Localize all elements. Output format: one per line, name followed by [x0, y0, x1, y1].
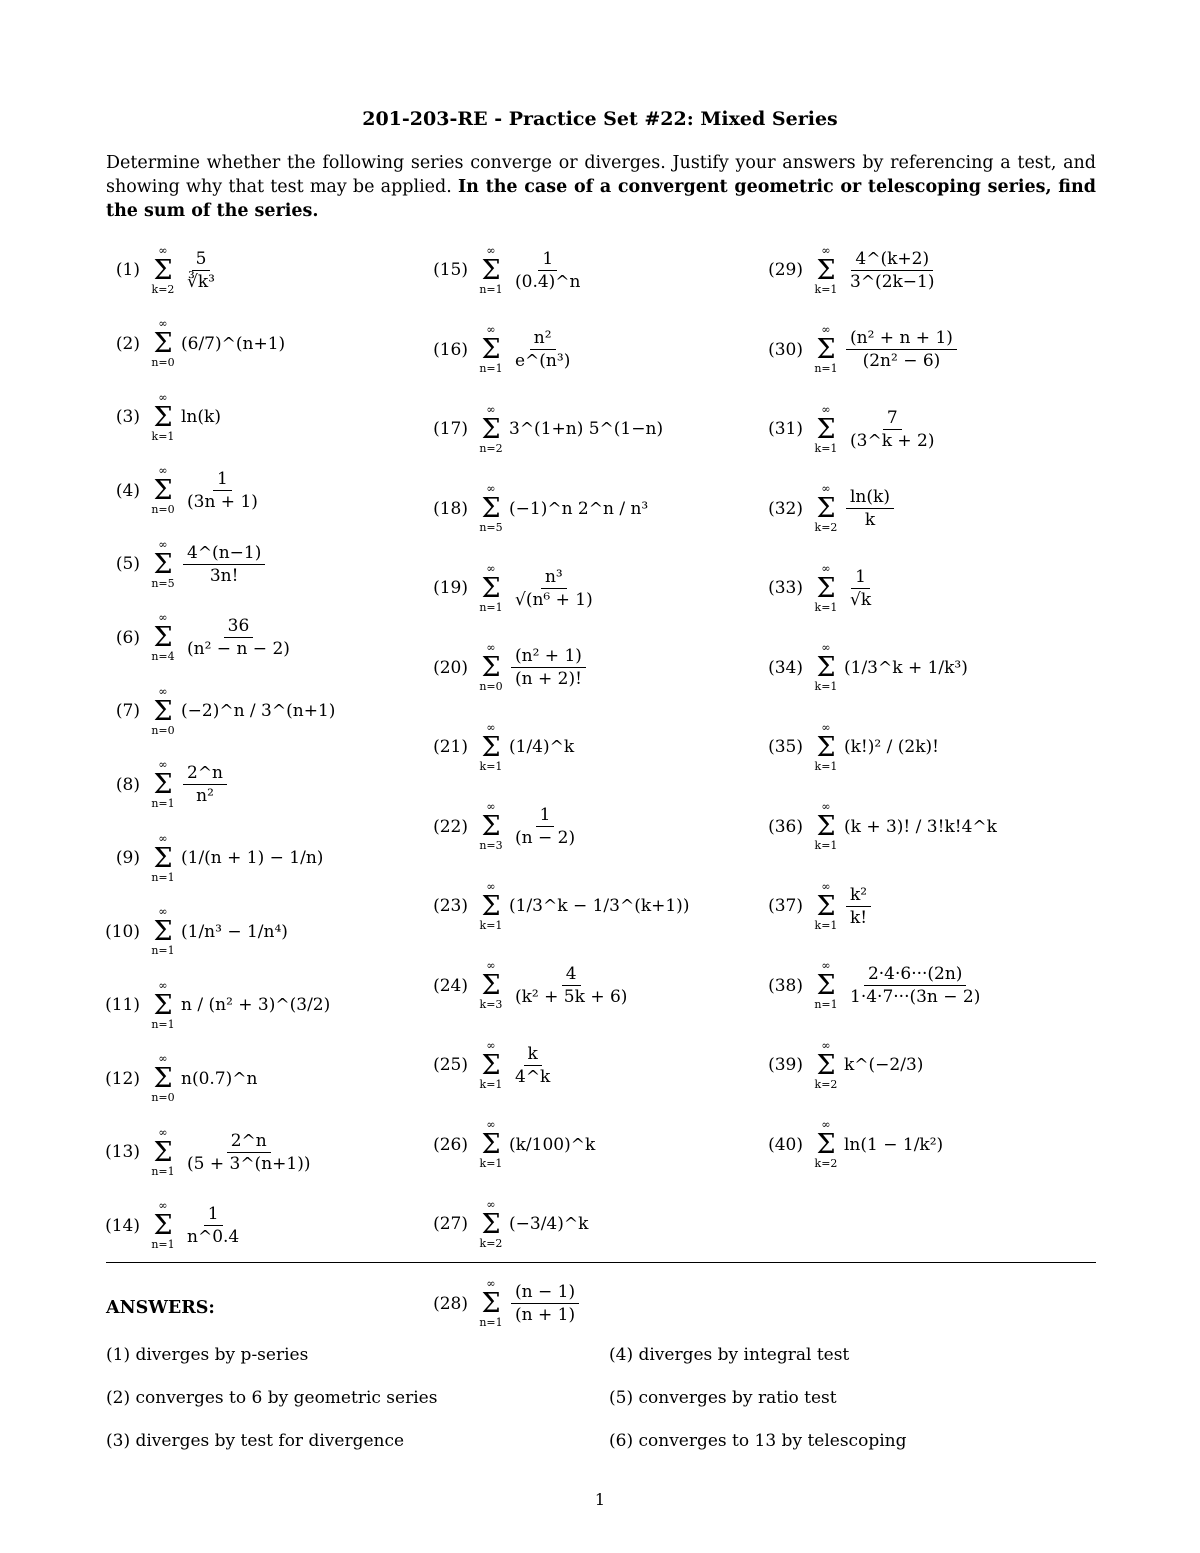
problem-16	[420, 320, 576, 380]
summation-icon: ∞ Σ n=0	[151, 464, 175, 516]
problem-36	[755, 797, 997, 857]
summation-lower-limit: n=1	[479, 362, 503, 375]
instructions	[106, 151, 1096, 223]
summation-icon: ∞ Σ k=1	[814, 720, 838, 773]
problem-26	[420, 1115, 595, 1175]
summation-icon: ∞ Σ k=1	[814, 243, 838, 296]
problem-number: (12)	[105, 1068, 140, 1089]
problem-1	[92, 240, 221, 300]
summation-icon: ∞ Σ k=1	[151, 390, 175, 443]
summation-lower-limit: n=1	[479, 282, 503, 296]
summation-lower-limit: n=1	[814, 998, 838, 1011]
series-term: n / (n² + 3)^(3/2)	[181, 995, 331, 1015]
series-term: $\frac{\text{n³}}{\text{√(n⁶ + 1)}}$	[515, 566, 593, 610]
summation-lower-limit: n=5	[151, 576, 175, 590]
problem-number: (2)	[115, 333, 140, 354]
problem-number: (22)	[433, 816, 468, 837]
series-term: $\frac{1}{n\^{}0.4}$	[187, 1204, 240, 1247]
summation-icon: ∞ Σ n=0	[479, 641, 503, 693]
answer-1: (1) diverges by p-series	[106, 1345, 309, 1365]
series-term: (k/100)^k	[509, 1134, 596, 1155]
series-term: $\frac{2\cdot 4\cdot 6\cdot\cdot\cdot(2n)}{1\cdot 4\cdot 7\cdot\cdot\cdot(3n - 2)}$	[850, 964, 981, 1007]
summation-icon: ∞ Σ k=1	[814, 402, 838, 455]
series-term: $\frac{1}{(3n + 1)}$	[187, 469, 258, 512]
series-term: $\frac{\ln(k)}{k}$	[844, 487, 896, 530]
summation-icon: ∞ Σ n=1	[151, 1199, 175, 1251]
answers-heading: ANSWERS:	[106, 1298, 215, 1318]
problem-4	[92, 461, 264, 521]
summation-lower-limit: n=0	[151, 503, 175, 516]
series-term: k^(−2/3)	[844, 1055, 924, 1075]
problem-number: (10)	[105, 921, 140, 942]
series-term: $\frac{7}{(3\^{}k + 2)}$	[850, 407, 935, 451]
summation-lower-limit: k=1	[814, 680, 838, 693]
summation-lower-limit: k=2	[814, 1157, 838, 1170]
problem-number: (29)	[768, 260, 803, 280]
problem-34	[755, 638, 968, 698]
series-term: $\frac{5}{\text{∛k³}}$	[187, 248, 215, 292]
problem-15	[420, 240, 587, 300]
problem-number: (6)	[115, 627, 140, 648]
problem-37	[755, 876, 873, 936]
summation-lower-limit: k=1	[814, 759, 838, 773]
problem-number: (18)	[433, 498, 468, 519]
problem-38	[755, 956, 986, 1016]
series-term: (k + 3)! / 3!k!4^k	[844, 816, 997, 837]
summation-lower-limit: k=1	[151, 429, 175, 443]
problem-27	[420, 1194, 588, 1254]
problem-number: (4)	[115, 480, 140, 501]
summation-icon: ∞ Σ n=1	[151, 1125, 175, 1178]
series-term: (1/3^k − 1/3^(k+1))	[509, 896, 690, 916]
summation-lower-limit: k=1	[814, 441, 838, 455]
problem-30	[755, 320, 959, 380]
summation-icon: ∞ Σ n=4	[151, 611, 175, 663]
problem-number: (17)	[433, 419, 468, 439]
problem-number: (23)	[433, 896, 468, 916]
problem-7	[92, 681, 335, 741]
summation-icon: ∞ Σ n=5	[151, 537, 175, 590]
summation-icon: ∞ Σ k=1	[479, 720, 503, 773]
series-term: (−1)^n 2^n / n³	[509, 498, 649, 519]
problem-number: (31)	[768, 419, 803, 439]
problem-40	[755, 1115, 943, 1175]
summation-icon: ∞ Σ k=1	[479, 1038, 503, 1091]
problem-number: (33)	[768, 578, 803, 598]
series-term: 3^(1+n) 5^(1−n)	[509, 419, 664, 439]
summation-lower-limit: n=0	[151, 356, 175, 369]
summation-icon: ∞ Σ k=1	[479, 1118, 503, 1170]
summation-lower-limit: k=2	[814, 1077, 838, 1091]
summation-icon: ∞ Σ k=2	[814, 1118, 838, 1170]
summation-icon: ∞ Σ n=1	[814, 959, 838, 1011]
problem-8	[92, 755, 229, 815]
problem-12	[92, 1049, 257, 1109]
series-term: $\frac{k}{4\^{}k}$	[515, 1043, 551, 1087]
series-term: (1/(n + 1) − 1/n)	[181, 848, 324, 868]
series-term: $\frac{4\^{}(n-1)}{3n!}$	[181, 543, 267, 586]
problem-number: (7)	[115, 701, 140, 721]
series-term: $\frac{(n - 1)}{(n + 1)}$	[509, 1282, 581, 1325]
summation-icon: ∞ Σ n=1	[151, 905, 175, 957]
summation-lower-limit: k=1	[814, 918, 838, 932]
instructions-text: Determine whether the following series converge or diverges. Justify your answers by referencing a test, and showing why that test may be applied.	[106, 153, 1096, 197]
summation-icon: ∞ Σ n=0	[151, 317, 175, 369]
problem-number: (30)	[768, 339, 803, 360]
series-term: $\frac{1}{√k}$	[850, 566, 872, 610]
summation-lower-limit: n=0	[479, 680, 503, 693]
series-term: (6/7)^(n+1)	[181, 333, 286, 354]
series-term: $\frac{4\^{}(k+2)}{3\^{}(2k-1)}$	[850, 248, 935, 292]
summation-icon: ∞ Σ n=1	[479, 323, 503, 375]
summation-icon: ∞ Σ k=2	[151, 243, 175, 296]
summation-lower-limit: k=1	[814, 600, 838, 614]
series-term: $\frac{2\^{}n}{(5 + 3\^{}(n+1))}$	[187, 1130, 311, 1174]
summation-lower-limit: n=1	[151, 944, 175, 957]
problem-number: (19)	[433, 578, 468, 598]
problem-number: (36)	[768, 816, 803, 837]
summation-icon: ∞ Σ n=1	[151, 758, 175, 810]
series-term: $\frac{\text{n²}}{\text{e\textasciicircum{}(n³)}}$	[515, 328, 571, 371]
series-term: (−2)^n / 3^(n+1)	[181, 701, 336, 721]
problem-number: (1)	[115, 260, 140, 280]
problem-14	[92, 1196, 245, 1256]
summation-icon: ∞ Σ n=1	[479, 1277, 503, 1329]
problem-39	[755, 1035, 923, 1095]
summation-lower-limit: n=0	[151, 723, 175, 737]
summation-lower-limit: n=2	[479, 441, 503, 455]
summation-icon: ∞ Σ n=5	[479, 482, 503, 534]
summation-icon: ∞ Σ k=1	[814, 561, 838, 614]
problem-number: (25)	[433, 1055, 468, 1075]
series-term: (1/n³ − 1/n⁴)	[181, 921, 288, 942]
instructions-bold: In the case of a convergent geometric or telescoping series, find the sum of the series.	[106, 177, 1096, 221]
problem-5	[92, 534, 267, 594]
summation-lower-limit: n=1	[479, 600, 503, 614]
series-term: ln(1 − 1/k²)	[844, 1134, 944, 1155]
series-term: (−3/4)^k	[509, 1214, 589, 1234]
summation-icon: ∞ Σ n=1	[479, 243, 503, 296]
answer-2: (2) converges to 6 by geometric series	[106, 1388, 438, 1408]
series-term: $\frac{\text{(n² + n + 1)}}{\text{(2n² − 6)}}$	[844, 328, 959, 371]
summation-lower-limit: k=1	[479, 918, 503, 932]
summation-lower-limit: n=4	[151, 650, 175, 663]
answer-4: (4) diverges by integral test	[609, 1345, 850, 1365]
summation-lower-limit: k=2	[814, 521, 838, 534]
problem-10	[92, 902, 288, 962]
problem-number: (14)	[105, 1215, 140, 1236]
summation-lower-limit: n=1	[151, 870, 175, 884]
problem-13	[92, 1122, 316, 1182]
series-term: $\frac{\text{(n² + 1)}}{(n + 2)!}$	[509, 646, 588, 689]
problem-number: (38)	[768, 975, 803, 996]
summation-lower-limit: k=1	[814, 282, 838, 296]
problem-number: (3)	[115, 407, 140, 427]
problem-number: (24)	[433, 975, 468, 996]
divider	[106, 1262, 1096, 1263]
answer-5: (5) converges by ratio test	[609, 1388, 837, 1408]
problem-number: (32)	[768, 498, 803, 519]
problem-number: (9)	[115, 848, 140, 868]
problem-6	[92, 608, 296, 668]
problem-number: (39)	[768, 1055, 803, 1075]
problem-number: (11)	[105, 995, 140, 1015]
summation-icon: ∞ Σ k=2	[814, 482, 838, 534]
series-term: ln(k)	[181, 407, 221, 427]
series-term: $\frac{1}{(0.4)\^{}n}$	[515, 248, 581, 292]
problem-number: (35)	[768, 737, 803, 757]
problem-28	[420, 1274, 581, 1334]
problem-number: (34)	[768, 657, 803, 678]
problem-number: (16)	[433, 339, 468, 360]
series-term: $\frac{4}{\text{(k² + 5k + 6)}}$	[515, 964, 628, 1007]
summation-lower-limit: k=1	[479, 1077, 503, 1091]
summation-lower-limit: n=5	[479, 521, 503, 534]
summation-lower-limit: k=2	[479, 1236, 503, 1250]
summation-icon: ∞ Σ k=1	[479, 879, 503, 932]
problem-20	[420, 638, 588, 698]
summation-icon: ∞ Σ k=1	[814, 879, 838, 932]
summation-lower-limit: n=1	[814, 362, 838, 375]
problem-25	[420, 1035, 556, 1095]
summation-icon: ∞ Σ n=1	[814, 323, 838, 375]
problem-11	[92, 975, 330, 1035]
problem-31	[755, 399, 941, 459]
summation-icon: ∞ Σ n=1	[151, 978, 175, 1031]
problem-19	[420, 558, 599, 618]
problem-number: (27)	[433, 1214, 468, 1234]
summation-icon: ∞ Σ n=2	[479, 402, 503, 455]
problem-3	[92, 387, 221, 447]
summation-lower-limit: k=1	[479, 1157, 503, 1170]
summation-lower-limit: n=1	[151, 1017, 175, 1031]
problem-17	[420, 399, 663, 459]
problem-number: (13)	[105, 1142, 140, 1162]
problem-33	[755, 558, 877, 618]
summation-icon: ∞ Σ k=3	[479, 959, 503, 1011]
series-term: $\frac{36}{\text{(n² − n − 2)}}$	[187, 616, 290, 659]
page-title: 201-203-RE - Practice Set #22: Mixed Series	[362, 108, 838, 130]
problem-number: (37)	[768, 896, 803, 916]
problem-2	[92, 314, 285, 374]
summation-lower-limit: n=0	[151, 1091, 175, 1104]
problem-9	[92, 828, 323, 888]
problem-22	[420, 797, 581, 857]
summation-lower-limit: n=1	[151, 1164, 175, 1178]
problem-number: (15)	[433, 260, 468, 280]
summation-icon: ∞ Σ k=2	[479, 1197, 503, 1250]
series-term: $\frac{1}{(n - 2)}$	[515, 805, 576, 848]
problem-29	[755, 240, 941, 300]
summation-lower-limit: n=1	[151, 1238, 175, 1251]
problem-number: (28)	[433, 1293, 468, 1314]
summation-icon: ∞ Σ n=3	[479, 800, 503, 852]
series-term: $\frac{\text{k²}}{k!}$	[844, 885, 873, 928]
page-number: 1	[594, 1490, 606, 1509]
answer-6: (6) converges to 13 by telescoping	[609, 1431, 907, 1451]
summation-icon: ∞ Σ n=0	[151, 684, 175, 737]
summation-icon: ∞ Σ k=1	[814, 641, 838, 693]
summation-lower-limit: k=2	[151, 282, 175, 296]
summation-lower-limit: n=3	[479, 839, 503, 852]
answer-3: (3) diverges by test for divergence	[106, 1431, 405, 1451]
problem-18	[420, 479, 648, 539]
problem-number: (8)	[115, 774, 140, 795]
problem-21	[420, 717, 574, 777]
problem-number: (40)	[768, 1134, 803, 1155]
series-term: n(0.7)^n	[181, 1068, 258, 1089]
summation-icon: ∞ Σ n=0	[151, 1052, 175, 1104]
problem-number: (20)	[433, 657, 468, 678]
problem-number: (21)	[433, 737, 468, 757]
summation-icon: ∞ Σ k=2	[814, 1038, 838, 1091]
summation-lower-limit: n=1	[151, 797, 175, 810]
problem-32	[755, 479, 896, 539]
problem-number: (5)	[115, 554, 140, 574]
summation-lower-limit: k=1	[814, 839, 838, 852]
summation-icon: ∞ Σ k=1	[814, 800, 838, 852]
series-term: $\frac{2\^{}n}{\text{n²}}$	[181, 763, 229, 806]
series-term: (1/4)^k	[509, 737, 575, 757]
problem-24	[420, 956, 633, 1016]
problem-number: (26)	[433, 1134, 468, 1155]
summation-lower-limit: k=1	[479, 759, 503, 773]
problem-35	[755, 717, 939, 777]
summation-icon: ∞ Σ n=1	[479, 561, 503, 614]
problem-23	[420, 876, 689, 936]
summation-lower-limit: n=1	[479, 1316, 503, 1329]
series-term: (k!)² / (2k)!	[844, 737, 939, 757]
series-term: (1/3^k + 1/k³)	[844, 657, 968, 678]
summation-lower-limit: k=3	[479, 998, 503, 1011]
summation-icon: ∞ Σ n=1	[151, 831, 175, 884]
